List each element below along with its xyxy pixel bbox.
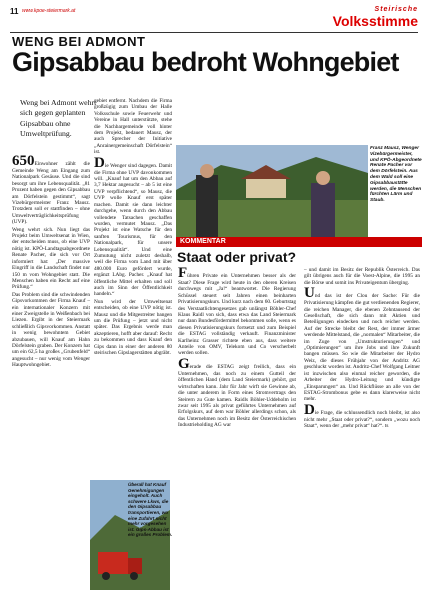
paragraph: gebiet entfernt. Nachdem die Firma großzügig zum Umbau der Halle Volksschule sowie Feuerwehr und Vereine in Hall unterstützte, stehe die Nachbargemeinde voll hinter dem Projekt, bedauert Mausz, der auch Sprecher der Initiative „Anrainergemeinschaft Dörfelstein“ ist.	[94, 98, 172, 156]
brand-logo	[333, 6, 418, 29]
photo-caption: Überall hat Knauf Genehmigungen eingeholt. Auch schwere Lkws, die den Gipsabbau transportieren, wo eine Zufahrt nicht mehr vorgesehen ist. Gips-Abbau ist ein großes Problem.	[128, 482, 173, 538]
commentary-title: Staat oder privat?	[177, 249, 297, 265]
page-header	[10, 6, 418, 33]
paragraph: – und damit im Besitz der Republik Österreich. Das gilt übrigens auch für die Voest-Alpine, die 1995 an die Börse und somit ins Privateigentum überging.	[304, 267, 420, 286]
paragraph: Die Frage, die schlussendlich noch bleibt, ist also nicht mehr „Staat oder privat?“, sondern „wozu noch Staat“, wenn der „mehr privat“ hat?“. ts	[304, 401, 420, 430]
kicker: WENG BEI ADMONT	[12, 34, 146, 49]
paragraph: Nun wird der Umweltsenat entscheiden, ob eine UVP nötig ist. Mausz und die Mitgestreiter bangen um die Prüfung – jetzt und nicht später. Das Ergebnis werde man akzeptieren, hofft aber darauf: Recht zu bekommen und dass Knauf den Gips dann in einer der anderen 80 steirischen Gipslagerstätten abgräbt.	[94, 298, 172, 357]
brand-line2: Volksstimme	[332, 13, 418, 29]
paragraph: Und das ist der Clou der Sache: Für die Privatisierung kämpfen die gut verdienenden Regierer, die reichen Manager, die ebenen Zehntausend der Gesellschaft, die sich dann mit Aktien und Beteiligungen eindecken und noch reicher werden. Auf der Strecke bleibt der Rest, der immer ärmer werdende Mittelstand, die „normalen“ Mitarbeiter, die im Zuge von „Umstrukturierungen“ und „Optimierungen“ um ihre Jobs und ihre Zukunft bangen müssen. So wie die Mitarbeiter der Hydro Weiz, die dieses Frühjahr von der Andritz AG geschluckt worden ist. Andritz-Chef Wolfgang Leitner ist inzwischen also einmal reicher geworden, die Arbeiter der Hydro-Leitung und kündigte „Einsparungen“ an. Und Rückflüsse an alle von der ESTAG-Strombonus gebe es dann klarerweise nicht mehr.	[304, 285, 420, 403]
commentary-bar: KOMMENTAR	[176, 237, 422, 247]
website-url[interactable]: www.kpoe-steiermark.at	[22, 8, 76, 14]
commentary-column-2	[304, 267, 420, 431]
article-column-1	[12, 155, 90, 370]
paragraph: Das Problem sind die schwindenden Gipsvorkommen der Firma Knauf – ein internationaler Konzern mit einer Zweigstelle in Weißenbach bei Liezen. Ergibt in der Steiermark schließlich Gipsvorkommen. Anstatt in wenig bewohntem Gebiet abzubauen, will Knauf am Hahn Dörfelstein graben. Der Konzern hat um ein 62,5 ha großes „Grubenfeld“ angesucht – nur wenig vom Wenger Hauptwohngebiet.	[12, 291, 90, 369]
brand-line1: Steirische	[374, 6, 418, 13]
article-column-2	[94, 98, 172, 357]
dropcap: 650	[12, 153, 35, 169]
paragraph: 650Einwohner zählt die Gemeinde Weng am Eingang zum Nationalpark Gesäuse. Und die sind besorgt um ihre Lebensqualität. „81 Prozent haben gegen den Gipsabbau am Dörfelstein gestimmt“, sagt Vizebürgermeister Franz Mausz. Trotzdem soll er stattfinden – ohne Umweltverträglichkeitsprüfung (UVP).	[12, 153, 90, 226]
page-number: 11	[10, 7, 19, 16]
article-photo	[176, 145, 368, 245]
paragraph: Die Wenger sind dagegen. Damit die Firma ohne UVP davonkommen will. „Knauf hat um den Abbau auf 3,7 Hektar angesucht – ab 5 ist eine UVP verpflichtend“, so Mausz, die UVP wolle Knauf erst später machen. Damit sie dann leichter durchgehe, wenn durch den Abbau vollendete Tatsachen geschaffen wurden, vermutet Mausz. „Das Projekt ist eine Watsche für den sanften Tourismus, für den Nationalpark, für unsere Lebensqualität“. Und eine Zumutung nicht zuletzt deshalb, weil die Firma vom Land mit über 480.000 Euro gefördert wurde, ergänzt LAbg. Pacher. „Knauf hat öffentliche Mittel erhalten und soll auch im Sinn der Öffentlichkeit handeln.“	[94, 154, 172, 298]
paragraph: Weng wehrt sich. Nun liegt das Projekt beim Umweltsenat in Wien, der entscheiden muss, ob eine UVP nötig ist. KPÖ-Landtagsabgeordnete Renate Pacher, die sich vor Ort informiert hat: „Der massive Eingriff in die Landschaft findet nur 150 m vom Wohngebiet statt. Die Menschen haben ein Recht auf eine Prüfung.“	[12, 226, 90, 291]
lead-text: Weng bei Admont wehrt sich gegen geplanten Gipsabbau ohne Umweltprüfung.	[20, 98, 97, 139]
commentary-column-1	[178, 267, 296, 430]
paragraph: Führen Private ein Unternehmen besser als der Staat? Diese Frage wird heute in den oberen Kreisen durchwegs mit „Ja!“ beantwortet. Die Regierung Schüssel steuert seit Jahren einen beinharten Privatisierungskurs. Und kurz nach dem 60. Geburtstag des Verstaatlichtengesetzes gab unlängst Böhler-Chef Klaus Raidl von sich, dass etwa das Land Steiermark nur dann Bundesfördermittel bekommen solle, wenn es diesen Privatisierungskurs fortsetzt und zum Beispiel die ESTAG vollständig verkauft. Finanzminister Karlheinz Grasser richtete eben aus, dass weitere Anteile von OMV, Telekom und Co verscherbelt werden sollen.	[178, 265, 296, 357]
paragraph: Gerade die ESTAG zeigt freilich, dass ein Unternehmen, das noch zu einem Gutteil der öffentlichen Hand (dem Land Steiermark) gehört, gut wirtschaften kann. Jahr für Jahr wirft sie Gewinne ab, die unter anderem in Form eines Stromvertrags den Steirern zu Gute kamen. Raidls Böhler-Uddeholm ist zwar seit 1995 als privat geführtes Unternehmen auf Erfolgskurs, auf dem war Böhler allerdings schon, als das Unternehmen noch im Besitz der Österreichischen Industrieholding AG war	[178, 355, 296, 429]
headline: Gipsabbau bedroht Wohngebiet	[12, 47, 399, 77]
photo-caption: Franz Mausz, Wenger Vizebürgermeister, und KPÖ-Abgeordnete Renate Pacher vor dem Dörfelstein. Aus dem Wald soll eine Gipsabbaustätte werden, die Menschen fürchten Lärm und Staub.	[370, 146, 422, 204]
